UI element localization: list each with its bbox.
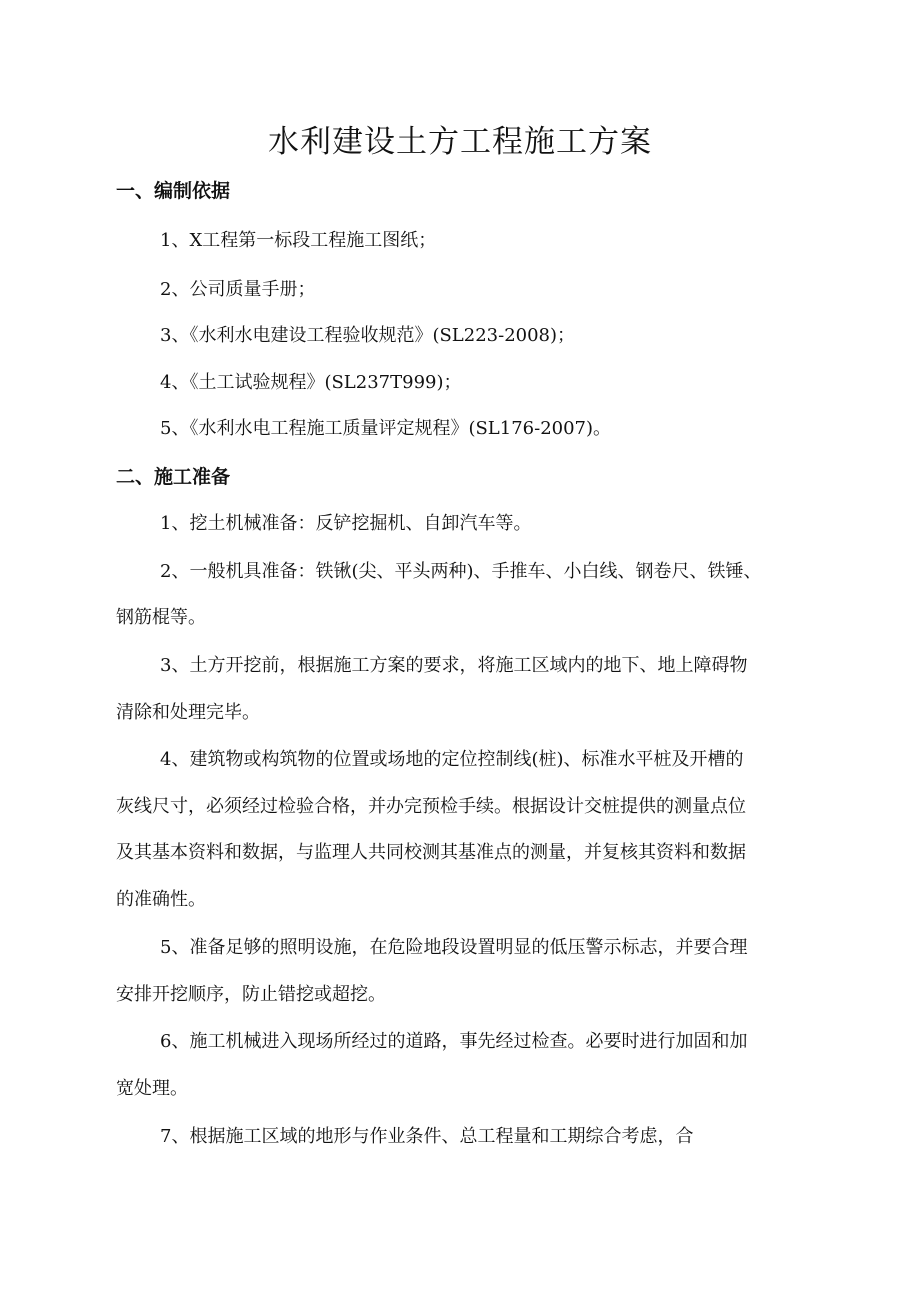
prep-paragraph-4-line-3: 及其基本资料和数据，与监理人共同校测其基准点的测量，并复核其资料和数据 (116, 842, 746, 863)
basis-item-4: 4、《土工试验规程》(SL237T999)； (160, 372, 462, 393)
prep-paragraph-3-line-2: 清除和处理完毕。 (116, 702, 260, 723)
section-heading-preparation: 二、施工准备 (116, 466, 231, 488)
prep-paragraph-5-line-2: 安排开挖顺序，防止错挖或超挖。 (116, 984, 386, 1005)
prep-paragraph-2-line-2: 钢筋棍等。 (116, 607, 206, 628)
basis-item-2: 2、公司质量手册； (160, 279, 316, 300)
prep-paragraph-6-line-2: 宽处理。 (116, 1078, 188, 1099)
basis-item-3: 3、《水利水电建设工程验收规范》(SL223-2008)； (160, 325, 576, 346)
prep-paragraph-4-line-1: 4、建筑物或构筑物的位置或场地的定位控制线(桩)、标准水平桩及开槽的 (160, 749, 744, 770)
prep-paragraph-5-line-1: 5、准备足够的照明设施，在危险地段设置明显的低压警示标志，并要合理 (160, 937, 748, 958)
basis-item-1: 1、X工程第一标段工程施工图纸； (160, 230, 437, 251)
prep-paragraph-7-line-1: 7、根据施工区域的地形与作业条件、总工程量和工期综合考虑，合 (160, 1126, 694, 1147)
prep-paragraph-6-line-1: 6、施工机械进入现场所经过的道路，事先经过检查。必要时进行加固和加 (160, 1031, 748, 1052)
prep-paragraph-2-line-1: 2、一般机具准备：铁锹(尖、平头两种)、手推车、小白线、钢卷尺、铁锤、 (160, 561, 762, 582)
basis-item-5: 5、《水利水电工程施工质量评定规程》(SL176-2007)。 (160, 418, 612, 439)
prep-paragraph-1: 1、挖土机械准备：反铲挖掘机、自卸汽车等。 (160, 513, 532, 534)
section-heading-basis: 一、编制依据 (116, 180, 231, 202)
prep-paragraph-4-line-4: 的准确性。 (116, 889, 206, 910)
prep-paragraph-4-line-2: 灰线尺寸，必须经过检验合格，并办完预检手续。根据设计交桩提供的测量点位 (116, 796, 746, 817)
document-title: 水利建设土方工程施工方案 (268, 124, 652, 160)
prep-paragraph-3-line-1: 3、土方开挖前，根据施工方案的要求，将施工区域内的地下、地上障碍物 (160, 655, 748, 676)
